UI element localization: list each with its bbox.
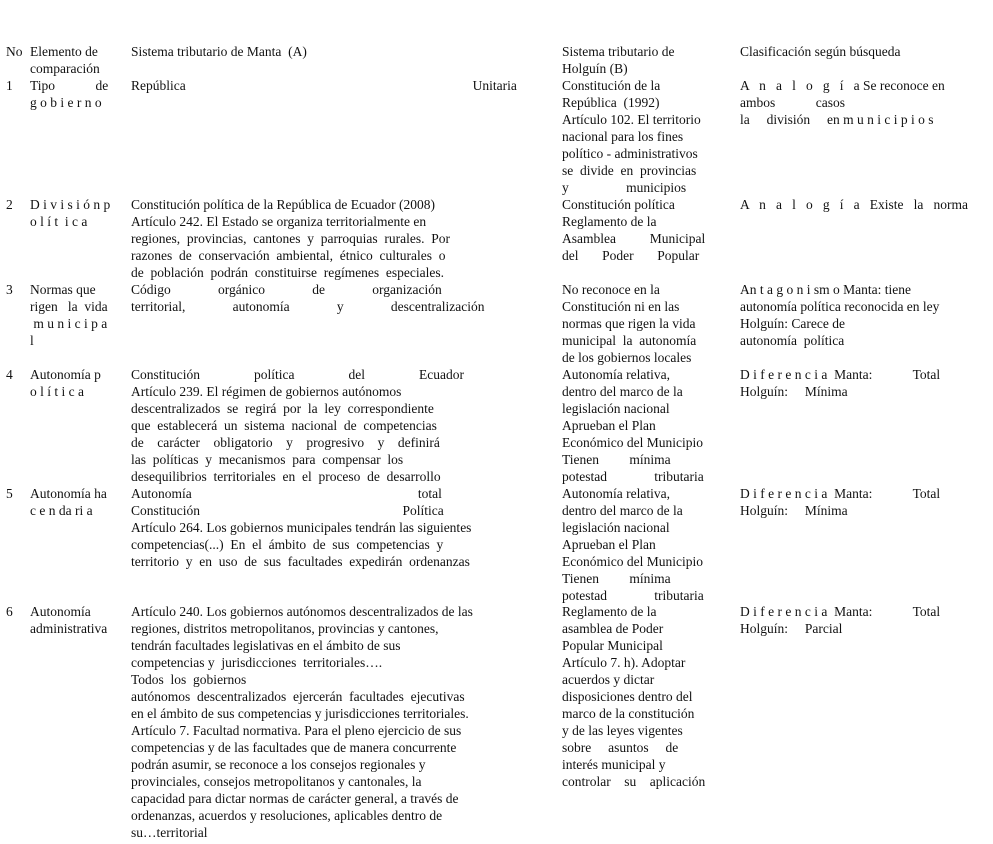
- cell-line: interés municipal y: [562, 757, 666, 772]
- cell-line: y de las leyes vigentes: [562, 723, 683, 738]
- cell-line: competencias(...) En el ámbito de sus competencias y: [131, 537, 444, 552]
- cell-line: Tienen mínima: [562, 571, 671, 586]
- cell-line: Artículo 239. El régimen de gobiernos autónomos: [131, 384, 402, 399]
- cell-line: Autonomía ha: [30, 486, 107, 501]
- cell-line: Holguín (B): [562, 61, 628, 76]
- header-cell-number: [6, 43, 28, 60]
- cell-line: Código orgánico de organización: [131, 282, 442, 297]
- table-cell-holguin: [562, 603, 736, 790]
- cell-line: ambos casos: [740, 95, 845, 110]
- cell-line: Holguín: Mínima: [740, 503, 848, 518]
- cell-line: nacional para los fines: [562, 129, 684, 144]
- cell-line: autonomía política: [740, 333, 845, 348]
- cell-line: A n a l o g í a Existe la norma: [740, 197, 968, 212]
- table-cell-number: [6, 281, 28, 298]
- cell-line: de población podrán constituirse regímenes especiales.: [131, 265, 445, 280]
- cell-line: descentralizados se regirá por la ley correspondiente: [131, 401, 434, 416]
- cell-line: Aprueban el Plan: [562, 537, 656, 552]
- cell-line: legislación nacional: [562, 401, 670, 416]
- cell-line: D i f e r e n c i a Manta: Total: [740, 604, 941, 619]
- cell-line: Autonomía relativa,: [562, 367, 670, 382]
- table-cell-classification: [740, 77, 988, 128]
- table-cell-holguin: [562, 77, 736, 196]
- cell-line: Todos los gobiernos: [131, 672, 247, 687]
- cell-line: político - administrativos: [562, 146, 698, 161]
- cell-line: marco de la constitución: [562, 706, 695, 721]
- table-cell-classification: [740, 196, 988, 213]
- table-cell-number: [6, 485, 28, 502]
- cell-line: No: [6, 44, 23, 59]
- cell-line: se divide en provincias: [562, 163, 697, 178]
- cell-line: las políticas y mecanismos para compensar los: [131, 452, 404, 467]
- cell-line: normas que rigen la vida: [562, 316, 696, 331]
- table-cell-number: [6, 603, 28, 620]
- cell-line: de los gobiernos locales: [562, 350, 692, 365]
- cell-line: que establecerá un sistema nacional de competencias: [131, 418, 437, 433]
- table-cell-element: [30, 366, 130, 400]
- cell-line: g o b i e r n o: [30, 95, 102, 110]
- table-cell-classification: [740, 366, 988, 400]
- cell-line: competencias y jurisdicciones territoriales….: [131, 655, 383, 670]
- cell-line: comparación: [30, 61, 100, 76]
- cell-line: territorial, autonomía y descentralización: [131, 299, 485, 314]
- cell-line: 2: [6, 197, 13, 212]
- cell-line: o l í t i c a: [30, 384, 84, 399]
- cell-line: autonomía política reconocida en ley: [740, 299, 940, 314]
- table-cell-holguin: [562, 366, 736, 485]
- cell-line: Normas que: [30, 282, 96, 297]
- cell-line: Holguín: Carece de: [740, 316, 845, 331]
- cell-line: Autonomía relativa,: [562, 486, 670, 501]
- cell-line: República (1992): [562, 95, 660, 110]
- table-cell-manta: [131, 485, 558, 570]
- cell-line: Aprueban el Plan: [562, 418, 656, 433]
- cell-line: Artículo 7. Facultad normativa. Para el pleno ejercicio de sus: [131, 723, 462, 738]
- cell-line: República Unitaria: [131, 78, 517, 93]
- table-cell-manta: [131, 603, 558, 841]
- cell-line: disposiciones dentro del: [562, 689, 693, 704]
- cell-line: Económico del Municipio: [562, 435, 703, 450]
- table-cell-number: [6, 77, 28, 94]
- header-cell-manta: [131, 43, 558, 60]
- header-cell-classification: [740, 43, 988, 60]
- cell-line: D i f e r e n c i a Manta: Total: [740, 367, 941, 382]
- cell-line: regiones, provincias, cantones y parroquias rurales. Por: [131, 231, 451, 246]
- cell-line: 3: [6, 282, 13, 297]
- cell-line: A n a l o g í a Se reconoce en: [740, 78, 945, 93]
- table-cell-element: [30, 196, 130, 230]
- cell-line: su…territorial: [131, 825, 208, 840]
- table-cell-element: [30, 281, 130, 349]
- cell-line: Popular Municipal: [562, 638, 663, 653]
- cell-line: Económico del Municipio: [562, 554, 703, 569]
- cell-line: Autonomía total: [131, 486, 442, 501]
- cell-line: Holguín: Parcial: [740, 621, 843, 636]
- cell-line: Reglamento de la: [562, 214, 657, 229]
- cell-line: 6: [6, 604, 13, 619]
- cell-line: municipal la autonomía: [562, 333, 697, 348]
- cell-line: podrán asumir, se reconoce a los consejos regionales y: [131, 757, 426, 772]
- table-cell-manta: [131, 77, 558, 94]
- cell-line: m u n i c i p a: [30, 316, 108, 331]
- cell-line: Elemento de: [30, 44, 98, 59]
- table-cell-element: [30, 485, 130, 519]
- cell-line: autónomos descentralizados ejercerán facultades ejecutivas: [131, 689, 465, 704]
- cell-line: c e n da ri a: [30, 503, 93, 518]
- cell-line: la división en m u n i c i p i o s: [740, 112, 934, 127]
- cell-line: 5: [6, 486, 13, 501]
- cell-line: rigen la vida: [30, 299, 108, 314]
- table-cell-holguin: [562, 196, 736, 264]
- cell-line: administrativa: [30, 621, 108, 636]
- cell-line: acuerdos y dictar: [562, 672, 655, 687]
- header-cell-element: [30, 43, 130, 77]
- cell-line: sobre asuntos de: [562, 740, 679, 755]
- cell-line: potestad tributaria: [562, 469, 704, 484]
- cell-line: Sistema tributario de Manta (A): [131, 44, 307, 59]
- cell-line: An t a g o n i sm o Manta: tiene: [740, 282, 911, 297]
- cell-line: 4: [6, 367, 13, 382]
- cell-line: dentro del marco de la: [562, 503, 683, 518]
- cell-line: Tipo de: [30, 78, 109, 93]
- cell-line: D i v i s i ó n p: [30, 197, 111, 212]
- table-cell-holguin: [562, 485, 736, 604]
- table-cell-classification: [740, 485, 988, 519]
- cell-line: D i f e r e n c i a Manta: Total: [740, 486, 941, 501]
- cell-line: Holguín: Mínima: [740, 384, 848, 399]
- cell-line: Sistema tributario de: [562, 44, 675, 59]
- table-cell-element: [30, 77, 130, 111]
- table-cell-manta: [131, 196, 558, 281]
- cell-line: de carácter obligatorio y progresivo y definirá: [131, 435, 440, 450]
- cell-line: Autonomía: [30, 604, 91, 619]
- cell-line: dentro del marco de la: [562, 384, 683, 399]
- cell-line: Clasificación según búsqueda: [740, 44, 901, 59]
- cell-line: provinciales, consejos metropolitanos y cantonales, la: [131, 774, 422, 789]
- cell-line: tendrán facultades legislativas en el ámbito de sus: [131, 638, 401, 653]
- cell-line: y municipios: [562, 180, 687, 195]
- cell-line: Constitución política de la República de Ecuador (2008): [131, 197, 436, 212]
- cell-line: Artículo 7. h). Adoptar: [562, 655, 686, 670]
- cell-line: Artículo 264. Los gobiernos municipales tendrán las siguientes: [131, 520, 472, 535]
- cell-line: Constitución política: [562, 197, 675, 212]
- cell-line: en el ámbito de sus competencias y jurisdicciones territoriales.: [131, 706, 469, 721]
- table-cell-manta: [131, 281, 558, 315]
- cell-line: razones de conservación ambiental, étnico culturales o: [131, 248, 446, 263]
- cell-line: asamblea de Poder: [562, 621, 664, 636]
- cell-line: ordenanzas, acuerdos y resoluciones, aplicables dentro de: [131, 808, 443, 823]
- cell-line: controlar su aplicación: [562, 774, 706, 789]
- table-cell-classification: [740, 281, 988, 349]
- cell-line: regiones, distritos metropolitanos, provincias y cantones,: [131, 621, 439, 636]
- cell-line: Constitución ni en las: [562, 299, 680, 314]
- table-cell-element: [30, 603, 130, 637]
- cell-line: Artículo 240. Los gobiernos autónomos descentralizados de las: [131, 604, 473, 619]
- cell-line: territorio y en uso de sus facultades expedirán ordenanzas: [131, 554, 470, 569]
- cell-line: capacidad para dictar normas de carácter general, a través de: [131, 791, 459, 806]
- header-cell-holguin: [562, 43, 736, 77]
- cell-line: competencias y de las facultades que de manera concurrente: [131, 740, 457, 755]
- cell-line: Constitución Política: [131, 503, 444, 518]
- cell-line: Artículo 102. El territorio: [562, 112, 701, 127]
- cell-line: Constitución de la: [562, 78, 661, 93]
- cell-line: Tienen mínima: [562, 452, 671, 467]
- cell-line: legislación nacional: [562, 520, 670, 535]
- cell-line: potestad tributaria: [562, 588, 704, 603]
- cell-line: 1: [6, 78, 13, 93]
- cell-line: l: [30, 333, 34, 348]
- cell-line: o l í t i c a: [30, 214, 88, 229]
- cell-line: Artículo 242. El Estado se organiza territorialmente en: [131, 214, 427, 229]
- cell-line: Constitución política del Ecuador: [131, 367, 464, 382]
- cell-line: desequilibrios territoriales en el proceso de desarrollo: [131, 469, 441, 484]
- cell-line: del Poder Popular: [562, 248, 700, 263]
- cell-line: Reglamento de la: [562, 604, 657, 619]
- table-cell-number: [6, 366, 28, 383]
- cell-line: Asamblea Municipal: [562, 231, 706, 246]
- cell-line: No reconoce en la: [562, 282, 660, 297]
- table-cell-holguin: [562, 281, 736, 366]
- table-cell-manta: [131, 366, 558, 485]
- table-cell-number: [6, 196, 28, 213]
- cell-line: Autonomía p: [30, 367, 101, 382]
- table-cell-classification: [740, 603, 988, 637]
